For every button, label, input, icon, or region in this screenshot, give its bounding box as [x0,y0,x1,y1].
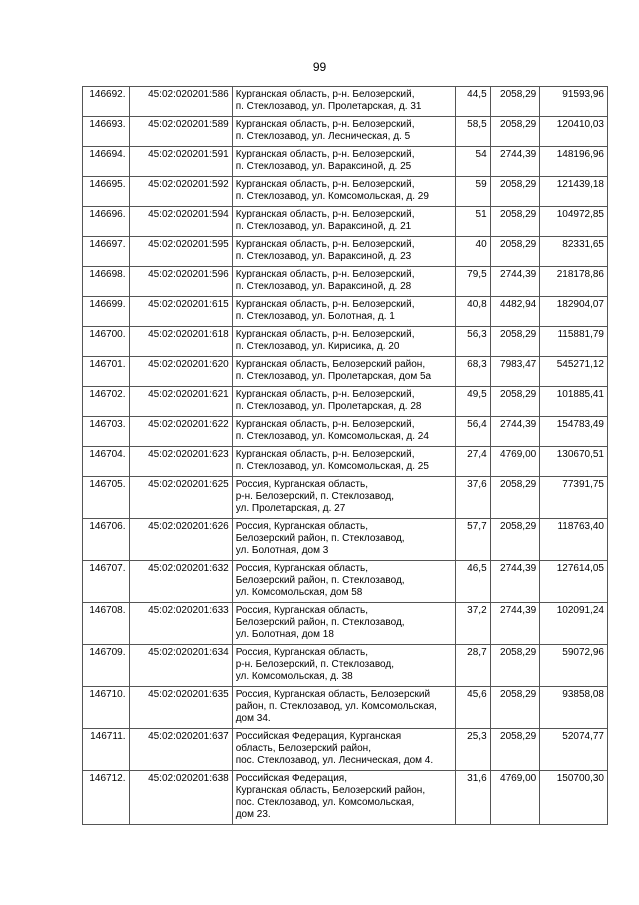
address-line: п. Стеклозавод, ул. Вараксиной, д. 23 [235,251,412,262]
table-row [83,177,608,207]
cadastral-number-cell: 45:02:020201:621 [129,387,232,417]
address-cell [232,519,456,561]
table-row [83,729,608,771]
cadastral-value-cell: 82331,65 [540,237,608,267]
rate-cell: 2058,29 [490,729,540,771]
cadastral-number-cell: 45:02:020201:589 [129,117,232,147]
address-cell [232,117,456,147]
cadastral-value-cell: 118763,40 [540,519,608,561]
address-line: дом 34. [235,713,271,724]
rate-cell: 2058,29 [490,477,540,519]
address-line: п. Стеклозавод, ул. Пролетарская, д. 28 [235,401,422,412]
address-line: Курганская область, р-н. Белозерский, [235,449,415,460]
address-cell [232,147,456,177]
area-cell: 49,5 [456,387,490,417]
row-number-cell: 146694. [83,147,130,177]
address-line: ул. Болотная, дом 18 [235,629,334,640]
table-row [83,87,608,117]
row-number-cell: 146698. [83,267,130,297]
cadastral-number-cell: 45:02:020201:620 [129,357,232,387]
address-line: п. Стеклозавод, ул. Вараксиной, д. 28 [235,281,412,292]
address-cell [232,561,456,603]
row-number-cell: 146705. [83,477,130,519]
row-number-cell: 146708. [83,603,130,645]
address-cell [232,603,456,645]
address-line: п. Стеклозавод, ул. Болотная, д. 1 [235,311,395,322]
address-cell [232,237,456,267]
address-line: Курганская область, р-н. Белозерский, [235,389,415,400]
address-cell [232,267,456,297]
row-number-cell: 146695. [83,177,130,207]
table-row [83,645,608,687]
area-cell: 27,4 [456,447,490,477]
table-row [83,387,608,417]
address-line: ул. Комсомольская, д. 38 [235,671,353,682]
address-line: п. Стеклозавод, ул. Вараксиной, д. 25 [235,161,412,172]
cadastral-number-cell: 45:02:020201:623 [129,447,232,477]
page-number: 99 [312,60,327,74]
area-cell: 51 [456,207,490,237]
rate-cell: 2058,29 [490,177,540,207]
area-cell: 59 [456,177,490,207]
address-line: п. Стеклозавод, ул. Кирисика, д. 20 [235,341,400,352]
cadastral-value-cell: 59072,96 [540,645,608,687]
area-cell: 28,7 [456,645,490,687]
cadastral-value-cell: 218178,86 [540,267,608,297]
cadastral-value-cell: 93858,08 [540,687,608,729]
address-cell [232,387,456,417]
row-number-cell: 146697. [83,237,130,267]
property-table [82,86,608,825]
address-line: Россия, Курганская область, [235,563,368,574]
row-number-cell: 146712. [83,771,130,825]
rate-cell: 2058,29 [490,645,540,687]
address-line: п. Стеклозавод, ул. Комсомольская, д. 29 [235,191,429,202]
cadastral-number-cell: 45:02:020201:596 [129,267,232,297]
row-number-cell: 146692. [83,87,130,117]
row-number-cell: 146710. [83,687,130,729]
row-number-cell: 146707. [83,561,130,603]
area-cell: 40,8 [456,297,490,327]
address-line: Курганская область, р-н. Белозерский, [235,119,415,130]
cadastral-number-cell: 45:02:020201:633 [129,603,232,645]
row-number-cell: 146699. [83,297,130,327]
row-number-cell: 146706. [83,519,130,561]
area-cell: 31,6 [456,771,490,825]
cadastral-number-cell: 45:02:020201:625 [129,477,232,519]
address-line: область, Белозерский район, [235,743,371,754]
address-cell [232,447,456,477]
table-row [83,117,608,147]
table-row [83,147,608,177]
area-cell: 44,5 [456,87,490,117]
cadastral-value-cell: 154783,49 [540,417,608,447]
rate-cell: 4769,00 [490,447,540,477]
address-cell [232,687,456,729]
address-line: Россия, Курганская область, Белозерский [235,689,431,700]
area-cell: 56,4 [456,417,490,447]
cadastral-number-cell: 45:02:020201:626 [129,519,232,561]
address-line: п. Стеклозавод, ул. Комсомольская, д. 25 [235,461,429,472]
address-line: Курганская область, р-н. Белозерский, [235,89,415,100]
address-cell [232,327,456,357]
address-line: Россия, Курганская область, [235,647,368,658]
address-line: Российская Федерация, Курганская [235,731,402,742]
cadastral-value-cell: 104972,85 [540,207,608,237]
cadastral-value-cell: 130670,51 [540,447,608,477]
address-cell [232,87,456,117]
area-cell: 25,3 [456,729,490,771]
address-line: Курганская область, Белозерский район, [235,785,426,796]
row-number-cell: 146702. [83,387,130,417]
table-body [83,87,608,825]
cadastral-value-cell: 91593,96 [540,87,608,117]
rate-cell: 2058,29 [490,117,540,147]
address-cell [232,417,456,447]
cadastral-number-cell: 45:02:020201:594 [129,207,232,237]
address-cell [232,207,456,237]
rate-cell: 2058,29 [490,87,540,117]
address-line: р-н. Белозерский, п. Стеклозавод, [235,491,394,502]
address-line: Курганская область, р-н. Белозерский, [235,269,415,280]
cadastral-number-cell: 45:02:020201:591 [129,147,232,177]
rate-cell: 2058,29 [490,687,540,729]
row-number-cell: 146711. [83,729,130,771]
address-line: Курганская область, р-н. Белозерский, [235,419,415,430]
address-line: ул. Болотная, дом 3 [235,545,329,556]
address-cell [232,477,456,519]
cadastral-value-cell: 101885,41 [540,387,608,417]
rate-cell: 2744,39 [490,267,540,297]
address-cell [232,357,456,387]
area-cell: 57,7 [456,519,490,561]
table-row [83,327,608,357]
address-line: Курганская область, р-н. Белозерский, [235,149,415,160]
area-cell: 56,3 [456,327,490,357]
cadastral-number-cell: 45:02:020201:637 [129,729,232,771]
address-line: п. Стеклозавод, ул. Вараксиной, д. 21 [235,221,412,232]
cadastral-number-cell: 45:02:020201:632 [129,561,232,603]
cadastral-number-cell: 45:02:020201:592 [129,177,232,207]
cadastral-value-cell: 120410,03 [540,117,608,147]
rate-cell: 2744,39 [490,147,540,177]
address-line: Курганская область, р-н. Белозерский, [235,239,415,250]
rate-cell: 4482,94 [490,297,540,327]
table-row [83,207,608,237]
row-number-cell: 146704. [83,447,130,477]
address-line: ул. Комсомольская, дом 58 [235,587,363,598]
row-number-cell: 146703. [83,417,130,447]
cadastral-number-cell: 45:02:020201:618 [129,327,232,357]
table-row [83,357,608,387]
row-number-cell: 146709. [83,645,130,687]
cadastral-value-cell: 148196,96 [540,147,608,177]
cadastral-value-cell: 77391,75 [540,477,608,519]
table-row [83,477,608,519]
area-cell: 46,5 [456,561,490,603]
address-line: п. Стеклозавод, ул. Лесническая, д. 5 [235,131,411,142]
area-cell: 40 [456,237,490,267]
table-row [83,297,608,327]
address-cell [232,297,456,327]
address-line: Российская Федерация, [235,773,347,784]
address-line: Белозерский район, п. Стеклозавод, [235,533,405,544]
address-cell [232,645,456,687]
address-line: Россия, Курганская область, [235,479,368,490]
address-line: п. Стеклозавод, ул. Пролетарская, д. 31 [235,101,422,112]
address-line: ул. Пролетарская, д. 27 [235,503,346,514]
area-cell: 68,3 [456,357,490,387]
rate-cell: 2058,29 [490,237,540,267]
address-line: Курганская область, р-н. Белозерский, [235,179,415,190]
table-row [83,603,608,645]
cadastral-number-cell: 45:02:020201:638 [129,771,232,825]
cadastral-number-cell: 45:02:020201:622 [129,417,232,447]
rate-cell: 7983,47 [490,357,540,387]
cadastral-value-cell: 115881,79 [540,327,608,357]
table-row [83,687,608,729]
table-row [83,519,608,561]
area-cell: 79,5 [456,267,490,297]
cadastral-number-cell: 45:02:020201:615 [129,297,232,327]
cadastral-value-cell: 127614,05 [540,561,608,603]
rate-cell: 2744,39 [490,417,540,447]
table-row [83,267,608,297]
address-line: пос. Стеклозавод, ул. Лесническая, дом 4. [235,755,434,766]
address-line: Курганская область, р-н. Белозерский, [235,209,415,220]
rate-cell: 4769,00 [490,771,540,825]
cadastral-value-cell: 150700,30 [540,771,608,825]
area-cell: 37,2 [456,603,490,645]
address-cell [232,729,456,771]
address-cell [232,771,456,825]
area-cell: 58,5 [456,117,490,147]
table-row [83,237,608,267]
cadastral-number-cell: 45:02:020201:635 [129,687,232,729]
rate-cell: 2058,29 [490,327,540,357]
table-row [83,417,608,447]
area-cell: 54 [456,147,490,177]
cadastral-value-cell: 121439,18 [540,177,608,207]
rate-cell: 2744,39 [490,561,540,603]
row-number-cell: 146700. [83,327,130,357]
row-number-cell: 146693. [83,117,130,147]
address-line: р-н. Белозерский, п. Стеклозавод, [235,659,394,670]
address-line: Белозерский район, п. Стеклозавод, [235,575,405,586]
row-number-cell: 146696. [83,207,130,237]
address-line: Россия, Курганская область, [235,521,368,532]
address-line: пос. Стеклозавод, ул. Комсомольская, [235,797,415,808]
rate-cell: 2058,29 [490,207,540,237]
rate-cell: 2058,29 [490,387,540,417]
cadastral-value-cell: 182904,07 [540,297,608,327]
cadastral-value-cell: 545271,12 [540,357,608,387]
cadastral-number-cell: 45:02:020201:595 [129,237,232,267]
address-line: п. Стеклозавод, ул. Комсомольская, д. 24 [235,431,429,442]
cadastral-number-cell: 45:02:020201:634 [129,645,232,687]
table-row [83,771,608,825]
address-line: Курганская область, р-н. Белозерский, [235,329,415,340]
cadastral-number-cell: 45:02:020201:586 [129,87,232,117]
area-cell: 45,6 [456,687,490,729]
row-number-cell: 146701. [83,357,130,387]
table-row [83,561,608,603]
rate-cell: 2744,39 [490,603,540,645]
address-line: Белозерский район, п. Стеклозавод, [235,617,405,628]
area-cell: 37,6 [456,477,490,519]
rate-cell: 2058,29 [490,519,540,561]
cadastral-value-cell: 102091,24 [540,603,608,645]
address-line: район, п. Стеклозавод, ул. Комсомольская, [235,701,437,712]
cadastral-value-cell: 52074,77 [540,729,608,771]
address-line: Россия, Курганская область, [235,605,368,616]
address-line: п. Стеклозавод, ул. Пролетарская, дом 5а [235,371,432,382]
table-row [83,447,608,477]
address-line: дом 23. [235,809,271,820]
address-line: Курганская область, р-н. Белозерский, [235,299,415,310]
address-cell [232,177,456,207]
address-line: Курганская область, Белозерский район, [235,359,426,370]
